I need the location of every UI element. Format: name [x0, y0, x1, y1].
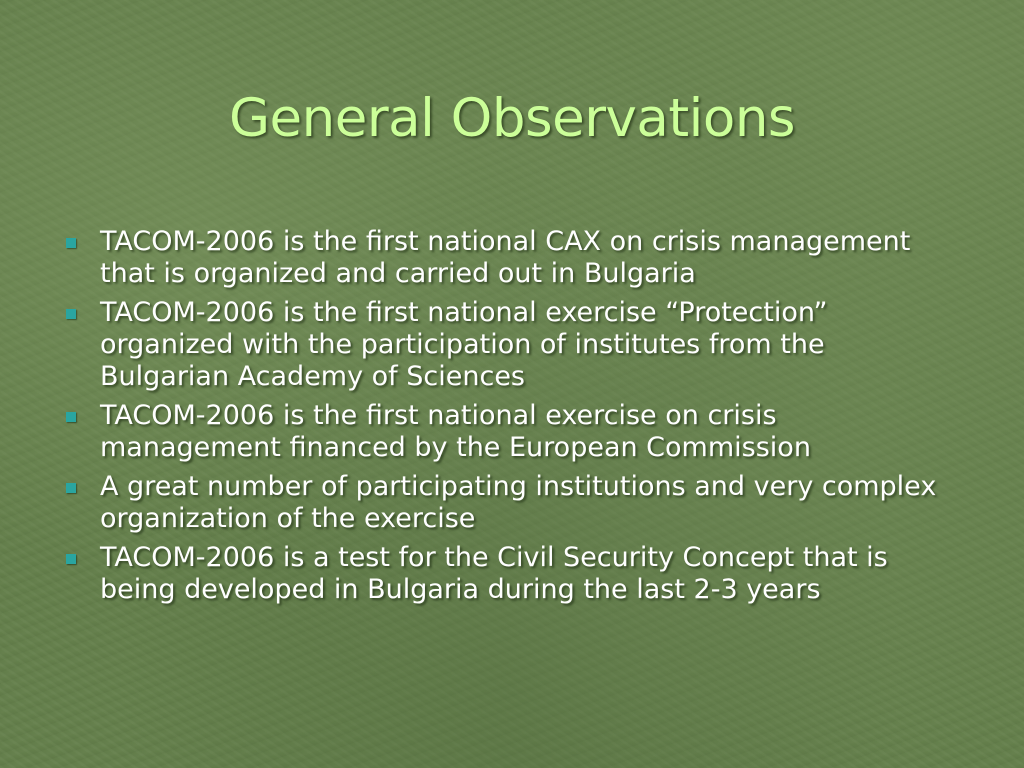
square-bullet-icon [66, 554, 76, 564]
bullet-text: TACOM-2006 is the first national CAX on crisis management that is organized and carried out in Bulgaria [100, 226, 911, 289]
bullet-item [60, 542, 960, 606]
bullet-item [60, 226, 960, 290]
bullet-item [60, 400, 960, 464]
bullet-text: TACOM-2006 is the first national exercise “Protection” organized with the participation of institutes from the Bulgarian Academy of Sciences [100, 297, 828, 392]
bullet-list [60, 226, 960, 613]
bullet-item [60, 471, 960, 535]
square-bullet-icon [66, 483, 76, 493]
bullet-text: A great number of participating institutions and very complex organization of the exercise [100, 471, 937, 534]
bullet-text: TACOM-2006 is the first national exercise on crisis management financed by the European Commission [100, 400, 811, 463]
bullet-text: TACOM-2006 is a test for the Civil Security Concept that is being developed in Bulgaria during the last 2-3 years [100, 542, 888, 605]
square-bullet-icon [66, 238, 76, 248]
slide-title: General Observations [228, 88, 796, 149]
square-bullet-icon [66, 412, 76, 422]
square-bullet-icon [66, 309, 76, 319]
bullet-item [60, 297, 960, 393]
